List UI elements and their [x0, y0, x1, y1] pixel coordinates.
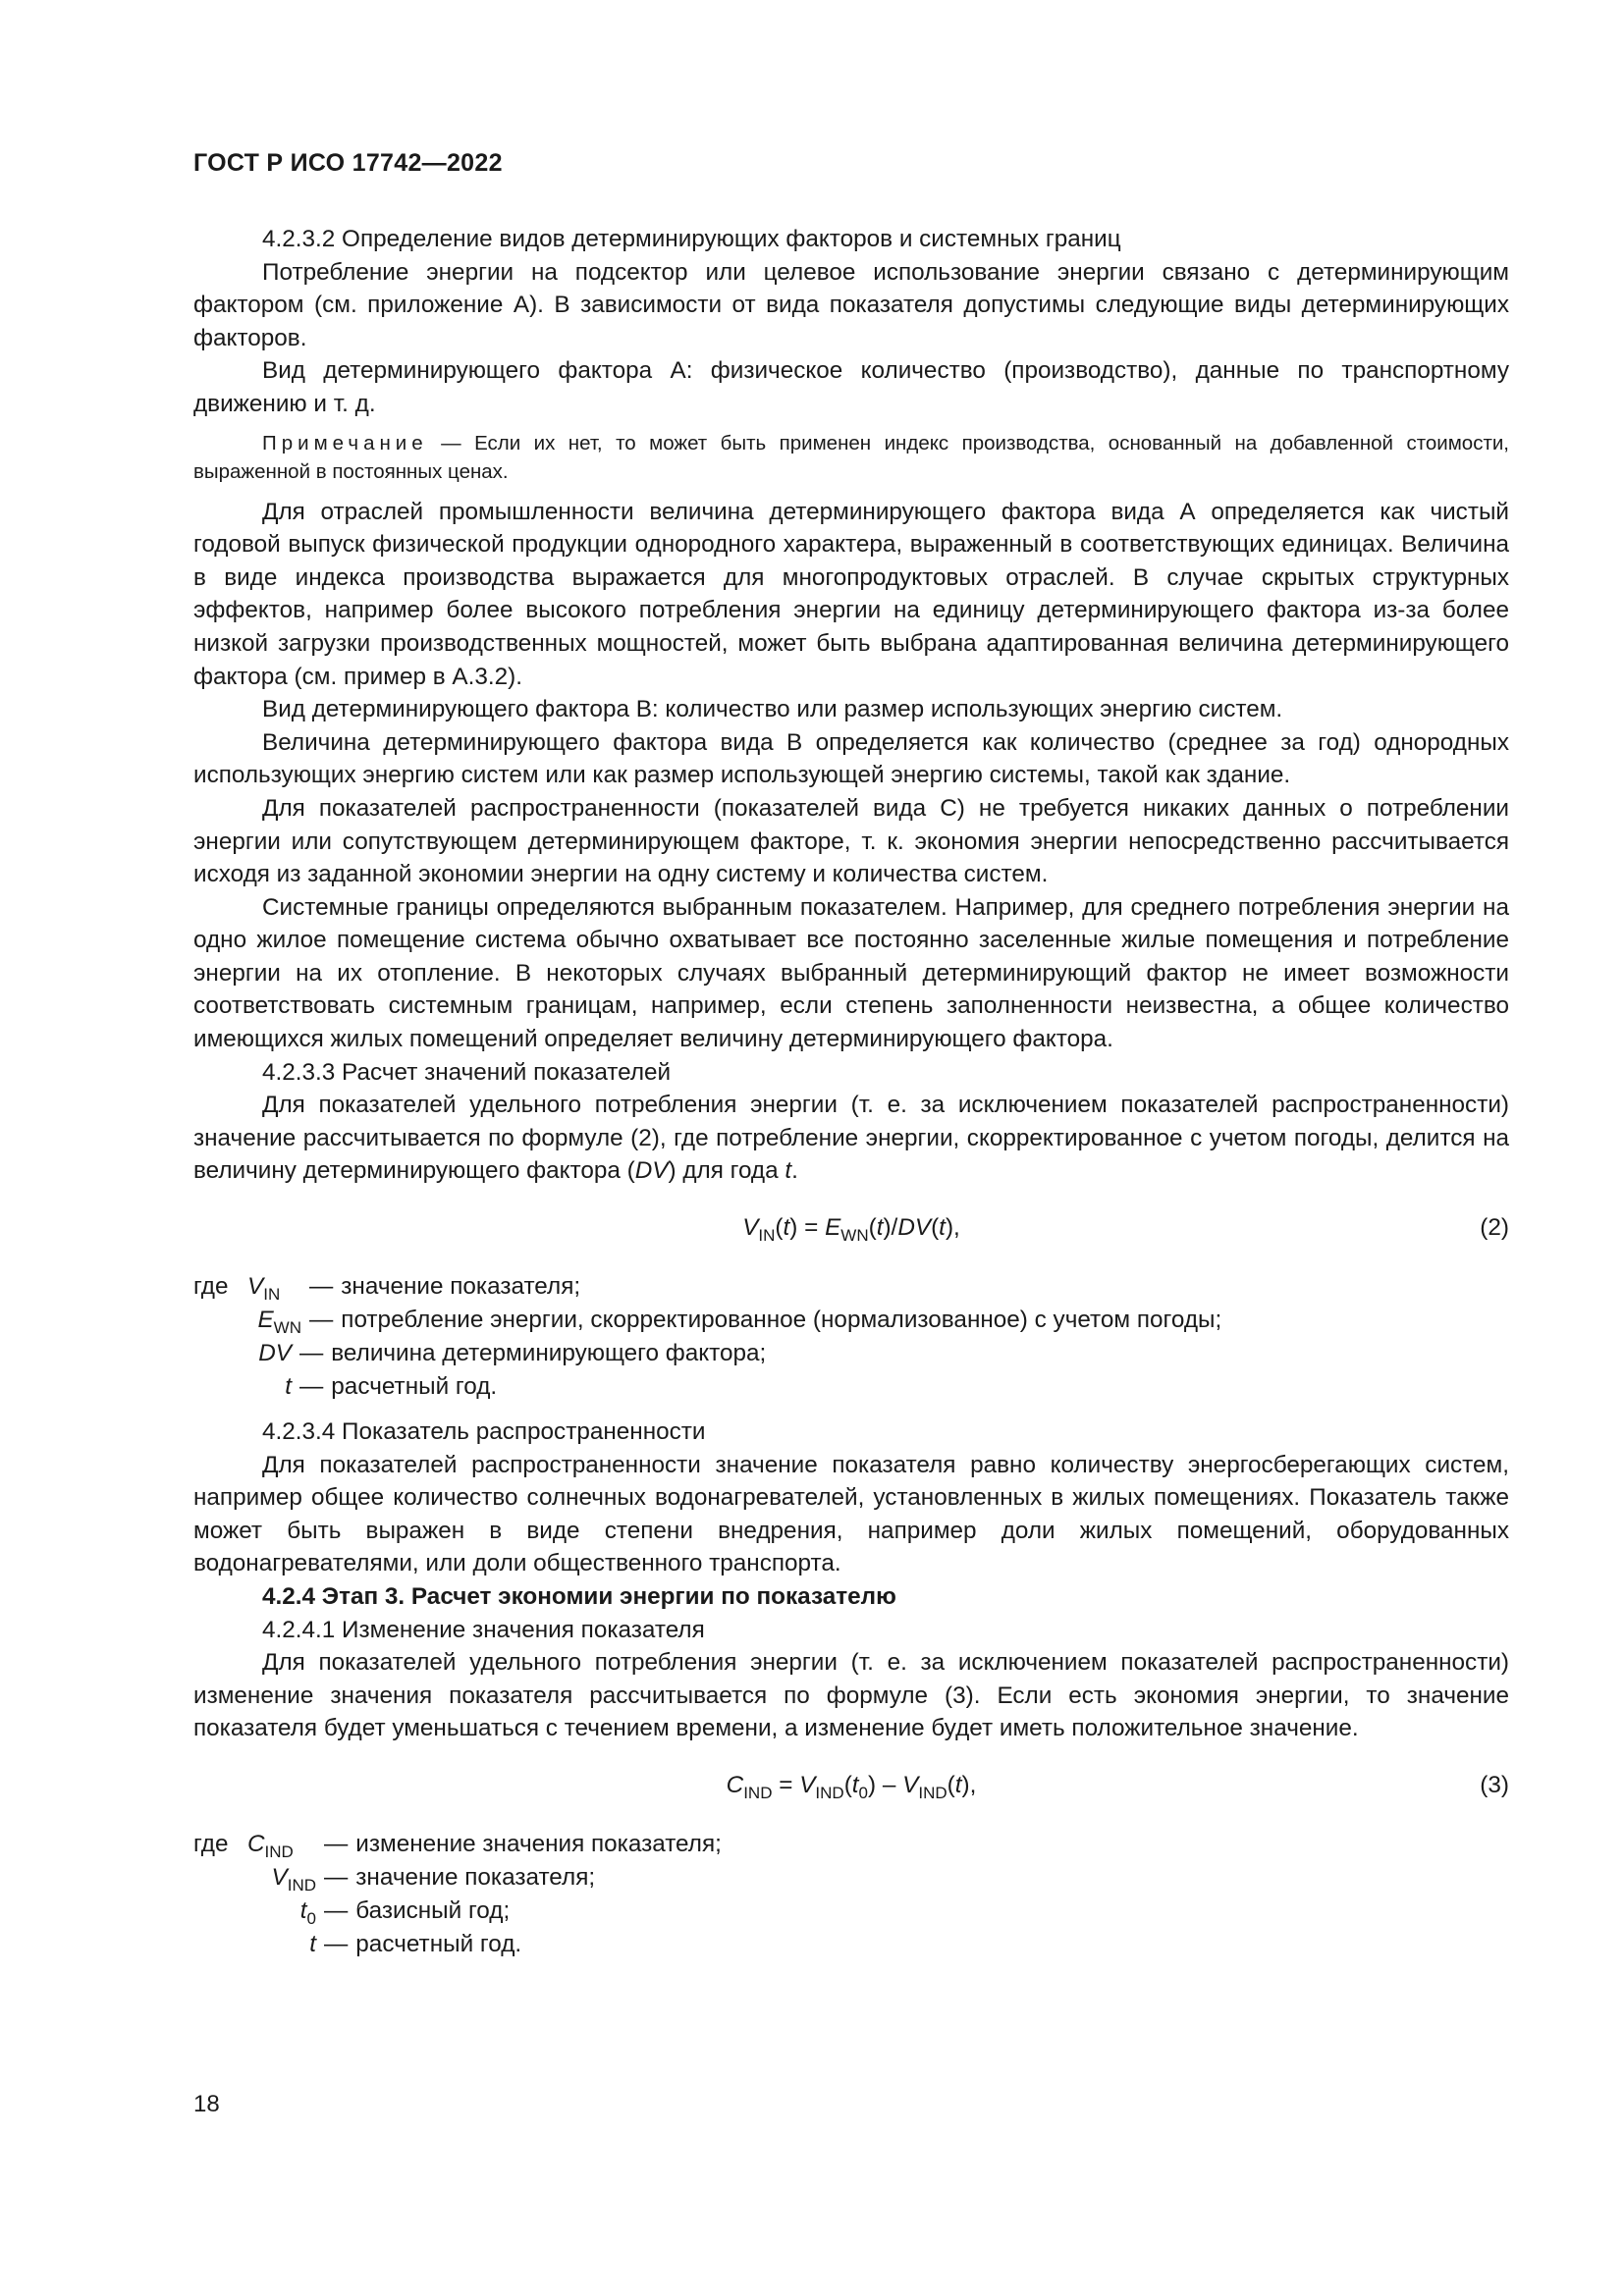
note-text: — Если их нет, то может быть применен индекс производства, основанный на добавленной стоимости, выраженной в постоянных ценах. — [193, 431, 1509, 483]
paragraph-text: ) для года — [668, 1157, 785, 1185]
where-row — [193, 1270, 1509, 1304]
where-description: значение показателя; — [341, 1273, 581, 1301]
formula-3 — [193, 1759, 1509, 1818]
where-symbol: $E_{WN}$ — [257, 1307, 301, 1338]
where-row — [193, 1828, 1509, 1861]
page-number: 18 — [193, 2091, 220, 2117]
document-body — [193, 223, 1509, 1973]
section-heading-4-2-4: 4.2.4 Этап 3. Расчет экономии энергии по показателю — [262, 1583, 896, 1610]
where-row — [193, 1895, 1509, 1928]
where-row — [193, 1861, 1509, 1895]
where-symbol: t — [309, 1930, 316, 1957]
dash: — — [299, 1340, 324, 1367]
where-description: базисный год; — [355, 1896, 511, 1924]
paragraph: Системные границы определяются выбранным показателем. Например, для среднего потребления энергии на одно жилое помещение система обычно охватывает все постоянно заселенные жилые помещения и потребление энергии на их отопление. В некоторых случаях выбранный детерминирующий фактор не имеет возможности соответствовать системным границам, например, если степень заполненности неизвестна, а общее количество имеющихся жилых помещений определяет величину детерминирующего фактора. — [193, 893, 1509, 1053]
where-description: величина детерминирующего фактора; — [331, 1340, 767, 1367]
where-description: потребление энергии, скорректированное (нормализованное) с учетом погоды; — [341, 1307, 1222, 1334]
paragraph: Вид детерминирующего фактора В: количество или размер использующих энергию систем. — [262, 696, 1283, 723]
where-row — [193, 1337, 1509, 1370]
where-symbol: DV — [258, 1340, 292, 1367]
paragraph-text: . — [791, 1157, 798, 1185]
page-header-standard-title: ГОСТ Р ИСО 17742—2022 — [193, 149, 503, 177]
paragraph: Для отраслей промышленности величина детерминирующего фактора вида А определяется как чистый годовой выпуск физической продукции однородного характера, выраженный в соответствующих единицах. Величина в виде индекса производства выражается для многопродуктовых отраслей. В случае скрытых структурных эффектов, например более высокого потребления энергии на единицу детерминирующего фактора из-за более низкой загрузки производственных мощностей, может быть выбрана адаптированная величина детерминирующего фактора (см. пример в А.3.2). — [193, 498, 1509, 690]
section-heading-4-2-4-1: 4.2.4.1 Изменение значения показателя — [262, 1616, 705, 1643]
formula-number: (3) — [1480, 1771, 1509, 1798]
formula-expression: $C_{IND} = V_{IND}(t_0) - V_{IND}(t)$, — [726, 1771, 977, 1802]
where-row — [193, 1304, 1509, 1337]
note — [193, 429, 1509, 486]
where-label: где — [193, 1830, 229, 1857]
where-symbol: t — [285, 1373, 292, 1401]
paragraph-text: Для показателей удельного потребления энергии (т. е. за исключением показателей распространенности) значение рассчитывается по формуле (2), где потребление энергии, скорректированное с учетом погоды, делится на величину детерминирующего фактора ( — [193, 1092, 1509, 1185]
symbol-dv: DV — [634, 1157, 669, 1185]
where-symbol: $t_0$ — [299, 1896, 316, 1928]
paragraph: Для показателей распространенности значение показателя равно количеству энергосберегающих систем, например общее количество солнечных водонагревателей, установленных в жилых помещениях. Показатель также может быть выражен в виде степени внедрения, например доли жилых помещений, оборудованных водонагревателями, или доли общественного транспорта. — [193, 1451, 1509, 1577]
dash: — — [324, 1830, 349, 1857]
section-heading-4-2-3-2: 4.2.3.2 Определение видов детерминирующих факторов и системных границ — [262, 226, 1121, 252]
where-description: расчетный год. — [331, 1373, 498, 1401]
where-description: изменение значения показателя; — [355, 1830, 722, 1857]
paragraph: Для показателей удельного потребления энергии (т. е. за исключением показателей распространенности) изменение значения показателя рассчитывается по формуле (3). Если есть экономия энергии, то значение показателя будет уменьшаться с течением времени, а изменение будет иметь положительное значение. — [193, 1649, 1509, 1742]
where-row — [193, 1928, 1509, 1961]
dash: — — [299, 1373, 324, 1401]
paragraph: Потребление энергии на подсектор или целевое использование энергии связано с детерминирующим фактором (см. приложение А). В зависимости от вида показателя допустимы следующие виды детерминирующих факторов. — [193, 258, 1509, 351]
dash: — — [324, 1930, 349, 1957]
where-list — [193, 1270, 1509, 1404]
where-symbol: $C_{IND}$ — [247, 1830, 294, 1861]
where-symbol: $V_{IND}$ — [271, 1863, 316, 1895]
paragraph: Вид детерминирующего фактора А: физическое количество (производство), данные по транспортному движению и т. д. — [193, 357, 1509, 417]
note-label: Примечание — [262, 431, 428, 454]
formula-expression: $V_{IN}(t) = E_{WN}(t)/DV(t)$, — [742, 1214, 960, 1246]
formula-number: (2) — [1480, 1214, 1509, 1242]
section-heading-4-2-3-3: 4.2.3.3 Расчет значений показателей — [262, 1058, 672, 1086]
symbol-t: t — [785, 1157, 792, 1185]
dash: — — [309, 1307, 334, 1334]
formula-2 — [193, 1201, 1509, 1260]
where-symbol: $V_{IN}$ — [247, 1273, 281, 1305]
where-row — [193, 1370, 1509, 1404]
paragraph — [193, 1089, 1509, 1188]
dash: — — [309, 1273, 334, 1301]
section-heading-4-2-3-4: 4.2.3.4 Показатель распространенности — [262, 1418, 706, 1446]
where-list — [193, 1828, 1509, 1961]
where-description: расчетный год. — [355, 1930, 522, 1957]
paragraph: Величина детерминирующего фактора вида В определяется как количество (среднее за год) однородных использующих энергию систем или как размер использующей энергию системы, такой как здание. — [193, 728, 1509, 789]
dash: — — [324, 1896, 349, 1924]
dash: — — [324, 1863, 349, 1891]
where-label: где — [193, 1273, 229, 1301]
paragraph: Для показателей распространенности (показателей вида С) не требуется никаких данных о потреблении энергии или сопутствующем детерминирующем факторе, т. к. экономия энергии непосредственно рассчитывается исходя из заданной экономии энергии на одну систему и количества систем. — [193, 794, 1509, 888]
where-description: значение показателя; — [355, 1863, 596, 1891]
